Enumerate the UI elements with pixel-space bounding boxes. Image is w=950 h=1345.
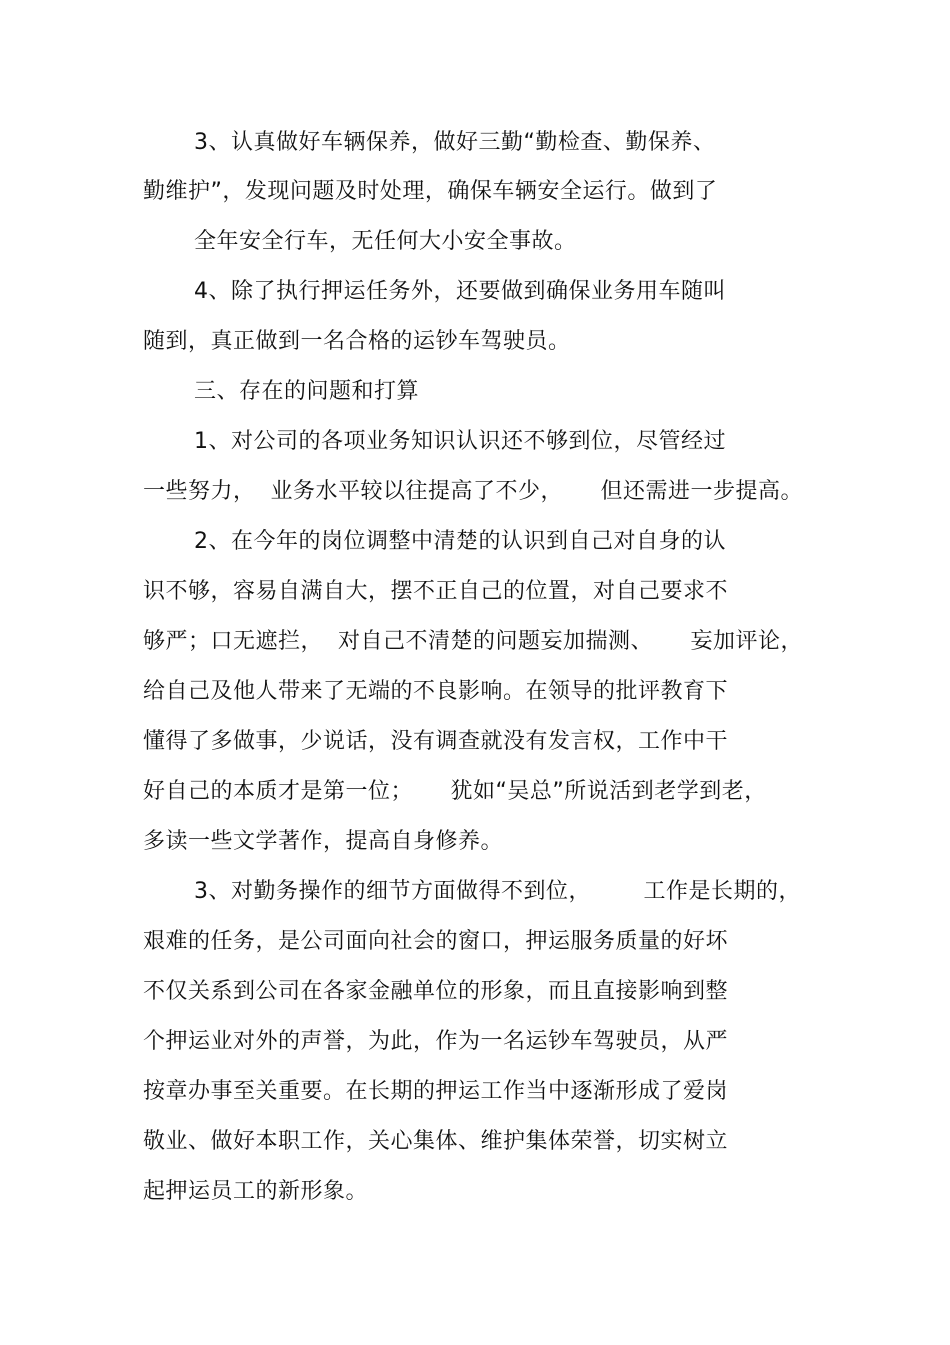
text-line: 多读一些文学著作，提高自身修养。 — [143, 829, 504, 854]
text-line: 懂得了多做事，少说话，没有调查就没有发言权，工作中干 — [143, 729, 729, 754]
section-heading: 三、存在的问题和打算 — [194, 379, 420, 404]
text-line: 3、认真做好车辆保养，做好三勤“勤检查、勤保养、 — [194, 130, 716, 155]
text-line: 敬业、做好本职工作，关心集体、维护集体荣誉，切实树立 — [143, 1129, 729, 1154]
text-line: 1、对公司的各项业务知识认识还不够到位，尽管经过 — [194, 429, 726, 454]
text-line: 艰难的任务，是公司面向社会的窗口，押运服务质量的好坏 — [143, 929, 729, 954]
text-line: 好自己的本质才是第一位； 犹如“吴总”所说活到老学到老， — [143, 779, 767, 804]
text-line: 全年安全行车，无任何大小安全事故。 — [194, 229, 577, 254]
text-line: 识不够，容易自满自大，摆不正自己的位置，对自己要求不 — [143, 579, 729, 604]
text-line: 够严；口无遮拦， 对自己不清楚的问题妄加揣测、 妄加评论， — [143, 629, 803, 654]
text-line: 不仅关系到公司在各家金融单位的形象，而且直接影响到整 — [143, 979, 729, 1004]
text-line: 给自己及他人带来了无端的不良影响。在领导的批评教育下 — [143, 679, 729, 704]
text-line: 一些努力， 业务水平较以往提高了不少， 但还需进一步提高。 — [143, 479, 803, 504]
text-line: 个押运业对外的声誉，为此，作为一名运钞车驾驶员，从严 — [143, 1029, 729, 1054]
text-line: 2、在今年的岗位调整中清楚的认识到自己对自身的认 — [194, 529, 726, 554]
text-line: 按章办事至关重要。在长期的押运工作当中逐渐形成了爱岗 — [143, 1079, 729, 1104]
text-line: 勤维护”，发现问题及时处理，确保车辆安全运行。做到了 — [143, 179, 718, 204]
text-line: 随到，真正做到一名合格的运钞车驾驶员。 — [143, 329, 571, 354]
text-line: 3、对勤务操作的细节方面做得不到位， 工作是长期的， — [194, 879, 801, 904]
text-line: 4、除了执行押运任务外，还要做到确保业务用车随叫 — [194, 279, 726, 304]
text-line: 起押运员工的新形象。 — [143, 1179, 369, 1204]
